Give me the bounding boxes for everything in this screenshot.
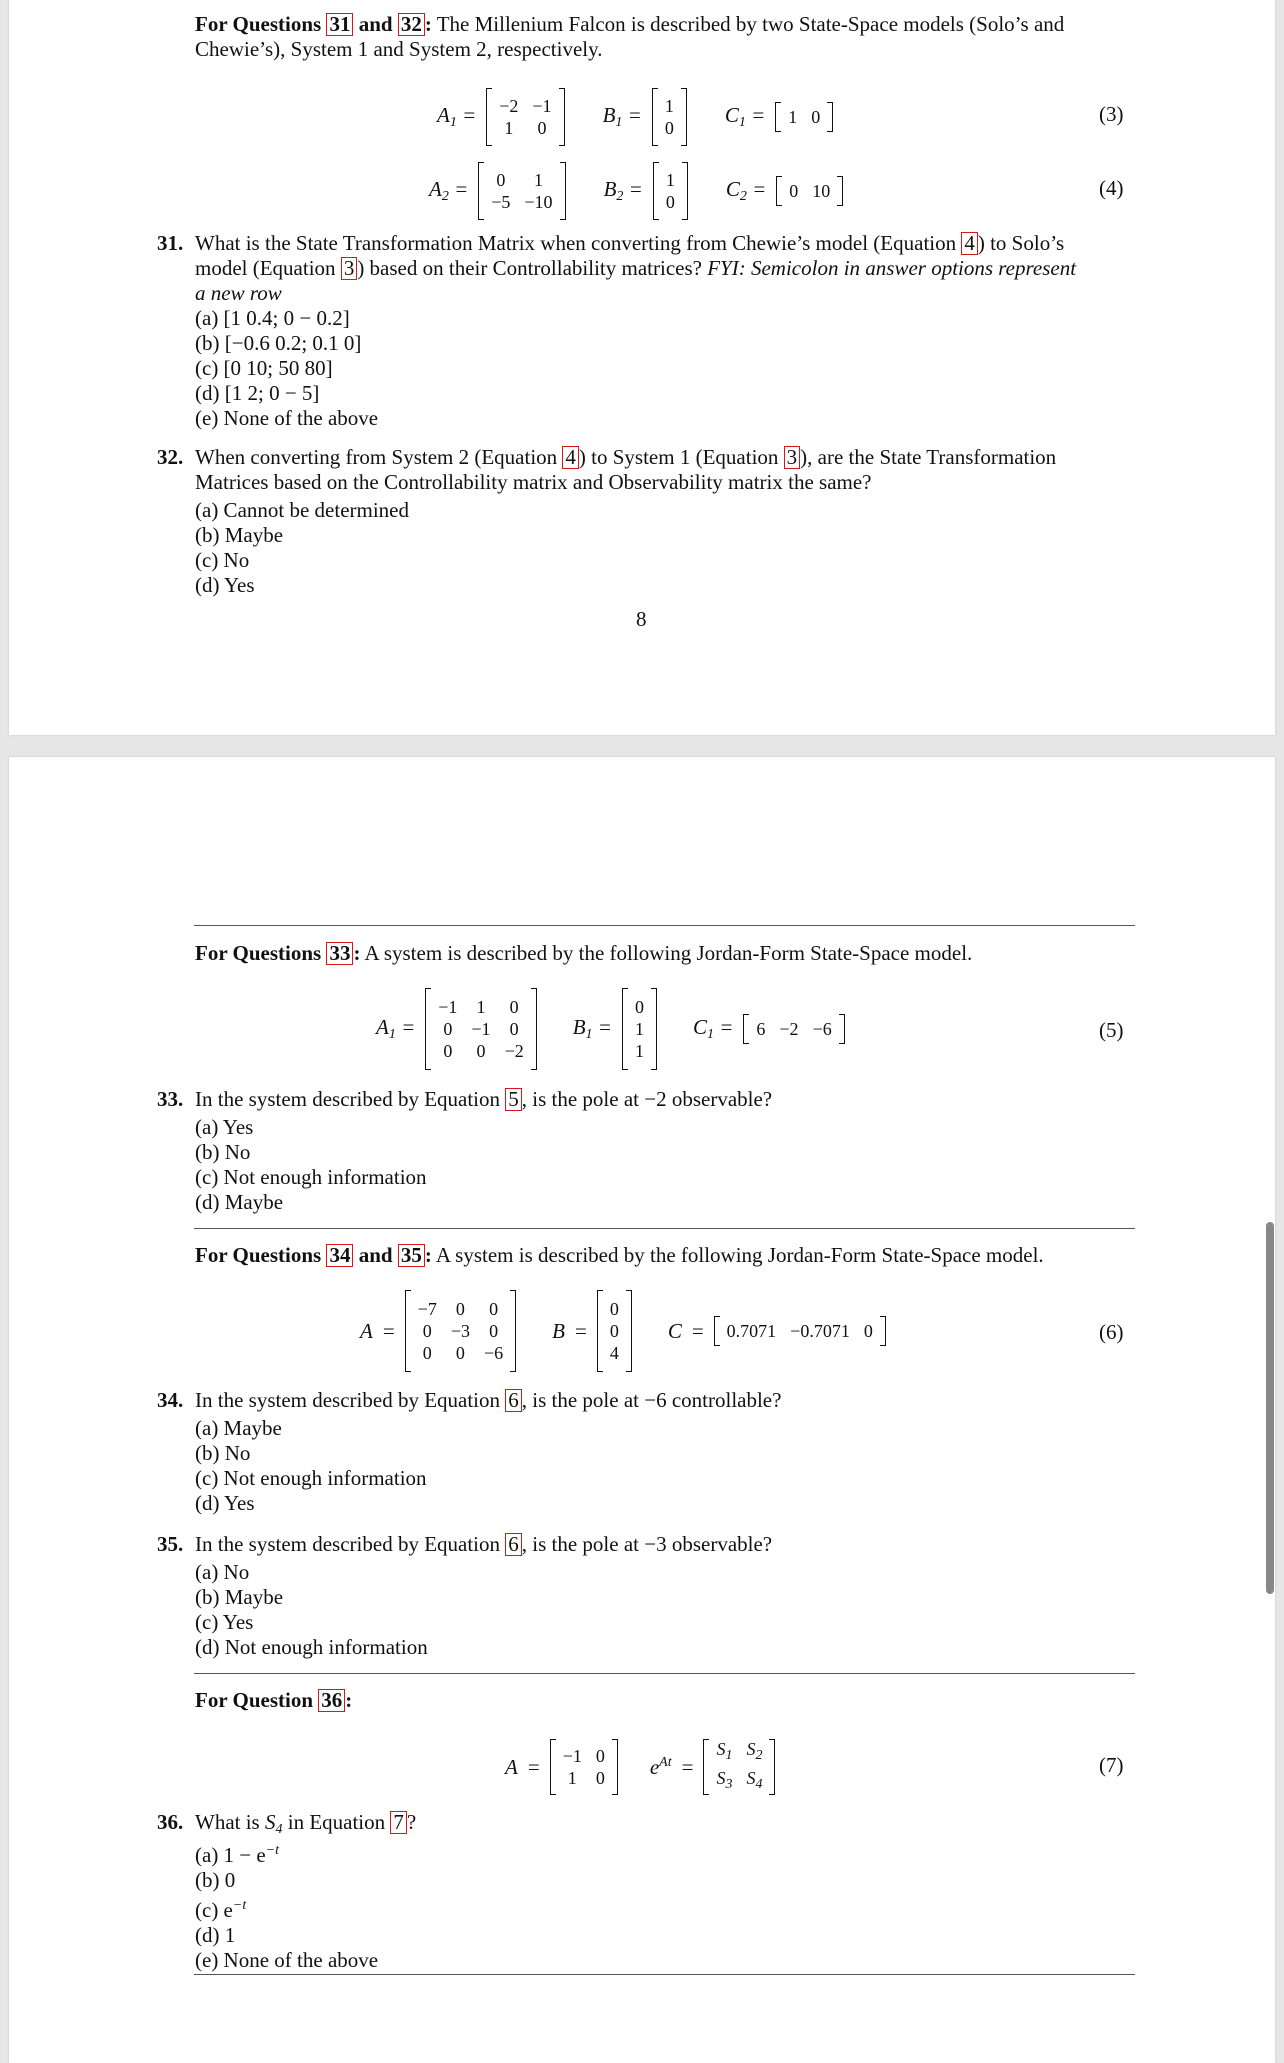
matrix-a-eq7	[556, 1745, 612, 1789]
matrix-c1-jordan	[749, 1018, 838, 1040]
ref-33[interactable]: 33	[326, 942, 353, 965]
ref-eq-6[interactable]: 6	[505, 1389, 522, 1412]
matrix-cell: 0	[476, 1041, 486, 1061]
equation-number-5: (5)	[1099, 1018, 1124, 1042]
matrix-cell: 0	[443, 1041, 453, 1061]
matrix-cell: 0	[811, 107, 821, 127]
q32-option-b[interactable]: (b) Maybe	[195, 523, 284, 547]
matrix-cell: 1	[533, 170, 543, 190]
q31-options	[195, 306, 378, 431]
matrix-cell: 1	[504, 118, 514, 138]
equation-number-3: (3)	[1099, 102, 1124, 126]
matrix-a	[411, 1298, 510, 1364]
matrix-cell: 0	[422, 1321, 432, 1341]
matrix-cell: 0	[489, 1321, 499, 1341]
divider	[194, 1673, 1135, 1674]
intro-36: For Question 36 :	[195, 1688, 353, 1712]
q33-options	[195, 1115, 427, 1215]
q34-option-b[interactable]: (b) No	[195, 1441, 251, 1465]
q34-option-c[interactable]: (c) Not enough information	[195, 1466, 427, 1490]
matrix-cell: $S_3$	[716, 1768, 733, 1792]
matrix-cell: 1	[664, 96, 674, 116]
q33-option-b[interactable]: (b) No	[195, 1140, 251, 1164]
ref-eq-4b[interactable]: 4	[562, 446, 579, 469]
ref-36[interactable]: 36	[318, 1689, 345, 1712]
ref-eq-5[interactable]: 5	[505, 1088, 522, 1111]
matrix-cell: 6	[756, 1019, 766, 1039]
matrix-cell: 0	[634, 997, 644, 1017]
q32-option-a[interactable]: (a) Cannot be determined	[195, 498, 409, 522]
matrix-cell: 1	[634, 1019, 644, 1039]
matrix-cell: −0.7071	[790, 1321, 850, 1341]
divider	[194, 925, 1135, 926]
page-1	[9, 0, 1275, 735]
q35-option-c[interactable]: (c) Yes	[195, 1610, 254, 1634]
q32-option-c[interactable]: (c) No	[195, 548, 250, 572]
matrix-cell: 0	[664, 118, 674, 138]
intro-33: For Questions 33 : A system is described by the following Jordan-Form State-Space model.	[195, 941, 973, 965]
question-36: 36. What is $S_4$ in Equation 7 ?	[157, 1810, 417, 1837]
ref-eq-3[interactable]: 3	[341, 257, 358, 280]
matrix-b2	[659, 169, 682, 213]
matrix-cell: −1	[532, 96, 552, 116]
matrix-cell: 1	[788, 107, 798, 127]
page-2	[9, 757, 1275, 2063]
question-35: 35. In the system described by Equation 6 , is the pole at −3 observable?	[157, 1532, 773, 1556]
matrix-cell: $S_4$	[746, 1768, 763, 1792]
matrix-cell: 0	[609, 1299, 619, 1319]
q31-option-d[interactable]: (d) [1 2; 0 − 5]	[195, 381, 320, 405]
matrix-c1	[781, 106, 827, 128]
matrix-c2	[782, 180, 837, 202]
ref-eq-7[interactable]: 7	[390, 1811, 407, 1834]
matrix-cell: 0	[595, 1768, 605, 1788]
matrix-cell: −7	[417, 1299, 437, 1319]
matrix-cell: 0	[537, 118, 547, 138]
q31-option-c[interactable]: (c) [0 10; 50 80]	[195, 356, 333, 380]
ref-32[interactable]: 32	[398, 13, 425, 36]
q36-options	[195, 1838, 378, 1973]
q31-option-a[interactable]: (a) [1 0.4; 0 − 0.2]	[195, 306, 350, 330]
divider	[194, 1974, 1135, 1975]
question-33: 33. In the system described by Equation 5 , is the pole at −2 observable?	[157, 1087, 773, 1111]
ref-31[interactable]: 31	[326, 13, 353, 36]
matrix-a1	[492, 95, 558, 139]
q33-option-d[interactable]: (d) Maybe	[195, 1190, 284, 1214]
equation-3: $A_1$ = −2 −1 1 0 $B_1$ = 1 0 $C_1$ = 1 0	[437, 86, 833, 148]
matrix-cell: −1	[438, 997, 458, 1017]
question-34: 34. In the system described by Equation 6 , is the pole at −6 controllable?	[157, 1388, 782, 1412]
question-32: 32. When converting from System 2 (Equation 4 ) to System 1 (Equation 3 ), are the State Transformation Matrices based on the Controllability matrix and Observability matrix the same?	[157, 445, 1057, 494]
equation-7: A = −1 0 1 0 $e^{At}$ = $S_1$ $S_2$ $S_3$ $S_4$	[505, 1738, 775, 1796]
q35-options	[195, 1560, 428, 1660]
matrix-cell: 0	[455, 1299, 465, 1319]
matrix-cell: 4	[609, 1343, 619, 1363]
page-number: 8	[636, 607, 647, 631]
matrix-cell: −2	[504, 1041, 524, 1061]
matrix-cell: 0	[789, 181, 799, 201]
matrix-cell: −2	[779, 1019, 799, 1039]
q35-option-a[interactable]: (a) No	[195, 1560, 250, 1584]
equation-number-4: (4)	[1099, 176, 1124, 200]
matrix-cell: 0	[609, 1321, 619, 1341]
matrix-cell: 0	[665, 192, 675, 212]
matrix-cell: 10	[812, 181, 831, 201]
matrix-cell: 0.7071	[726, 1321, 777, 1341]
divider	[194, 1228, 1135, 1229]
matrix-exp	[709, 1738, 769, 1796]
matrix-b1-jordan	[628, 996, 651, 1062]
matrix-cell: 0	[422, 1343, 432, 1363]
matrix-cell: 1	[476, 997, 486, 1017]
q34-option-a[interactable]: (a) Maybe	[195, 1416, 282, 1440]
matrix-cell: −1	[562, 1746, 582, 1766]
intro-34-35: For Questions 34 and 35 : A system is described by the following Jordan-Form State-Space model.	[195, 1243, 1044, 1267]
matrix-cell: −10	[524, 192, 553, 212]
ref-eq-3b[interactable]: 3	[784, 446, 801, 469]
equation-number-7: (7)	[1099, 1753, 1124, 1777]
a1-label: $A_1$ =	[437, 103, 477, 130]
matrix-cell: −3	[450, 1321, 470, 1341]
q36-option-b[interactable]: (b) 0	[195, 1868, 236, 1892]
matrix-cell: 0	[509, 997, 519, 1017]
matrix-cell: 0	[509, 1019, 519, 1039]
matrix-cell: −2	[499, 96, 519, 116]
matrix-cell: −1	[471, 1019, 491, 1039]
q36-option-e[interactable]: (e) None of the above	[195, 1948, 379, 1972]
matrix-a1-jordan	[431, 996, 530, 1062]
matrix-b	[603, 1298, 626, 1364]
matrix-cell: 1	[665, 170, 675, 190]
matrix-cell: 1	[634, 1041, 644, 1061]
equation-number-6: (6)	[1099, 1320, 1124, 1344]
q32-options	[195, 498, 409, 598]
ref-35[interactable]: 35	[398, 1244, 425, 1267]
ref-eq-6b[interactable]: 6	[505, 1533, 522, 1556]
matrix-cell: −5	[491, 192, 511, 212]
ref-eq-4[interactable]: 4	[961, 232, 978, 255]
q35-option-d[interactable]: (d) Not enough information	[195, 1635, 428, 1659]
matrix-cell: −6	[812, 1019, 832, 1039]
matrix-b1	[658, 95, 681, 139]
matrix-cell: 0	[443, 1019, 453, 1039]
ref-34[interactable]: 34	[326, 1244, 353, 1267]
matrix-cell: −6	[483, 1343, 504, 1363]
matrix-cell: 1	[567, 1768, 577, 1788]
equation-6: A = −7 0 0 0 −3 0 0 0 −6 B = 0 0 4 C = 0.7071 −0.7071 0	[360, 1290, 886, 1372]
matrix-a2	[484, 169, 559, 213]
q33-option-c[interactable]: (c) Not enough information	[195, 1165, 427, 1189]
matrix-cell: 0	[595, 1746, 605, 1766]
matrix-cell: 0	[863, 1321, 873, 1341]
matrix-cell: $S_2$	[746, 1739, 763, 1763]
q31-option-e[interactable]: (e) None of the above	[195, 406, 379, 430]
intro-31-32: For Questions 31 and 32 : The Millenium Falcon is described by two State-Space models (Solo’s and Chewie’s), System 1 and System 2, respectively.	[195, 12, 1065, 61]
question-31: 31. What is the State Transformation Matrix when converting from Chewie’s model (Equation 4 ) to Solo’s model (Equation 3 ) based on their Controllability matrices? FYI: Semicolon in answer options represent a new row	[157, 231, 1077, 305]
q35-option-b[interactable]: (b) Maybe	[195, 1585, 284, 1609]
equation-5: $A_1$ = −1 1 0 0 −1 0 0 0 −2 $B_1$ = 0 1 1 $C_1$ = 6 −2 −6	[376, 988, 845, 1070]
matrix-cell: $S_1$	[716, 1739, 733, 1763]
q36-option-c[interactable]: (c) $e^{-t}$	[195, 1898, 247, 1922]
q33-option-a[interactable]: (a) Yes	[195, 1115, 254, 1139]
matrix-cell: 0	[455, 1343, 465, 1363]
q31-option-b[interactable]: (b) [−0.6 0.2; 0.1 0]	[195, 331, 362, 355]
q34-options	[195, 1416, 427, 1516]
matrix-cell: 0	[496, 170, 506, 190]
q36-option-a[interactable]: (a) $1 - e^{-t}$	[195, 1843, 280, 1867]
matrix-c	[720, 1320, 880, 1342]
q36-option-d[interactable]: (d) 1	[195, 1923, 236, 1947]
equation-4: $A_2$ = 0 1 −5 −10 $B_2$ = 1 0 $C_2$ = 0 10	[429, 160, 843, 222]
q34-option-d[interactable]: (d) Yes	[195, 1491, 255, 1515]
scrollbar[interactable]	[1266, 1222, 1274, 1594]
q32-option-d[interactable]: (d) Yes	[195, 573, 255, 597]
matrix-cell: 0	[489, 1299, 499, 1319]
